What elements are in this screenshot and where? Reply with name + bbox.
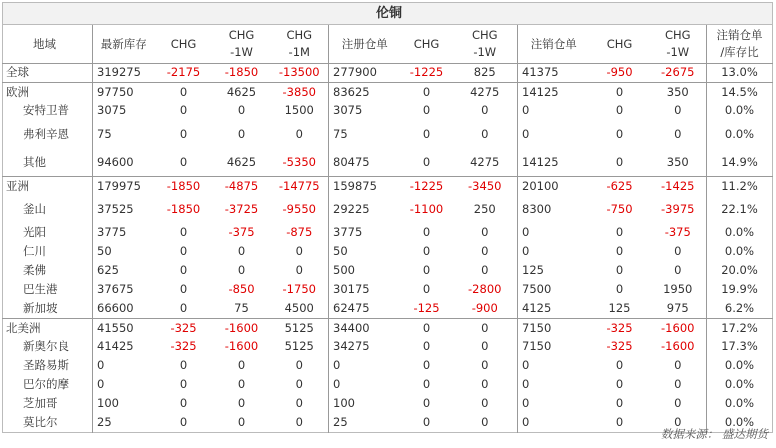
value-cell: 319275 xyxy=(93,64,155,83)
region-cell: 芝加哥 xyxy=(23,396,58,411)
value-cell: 0 xyxy=(615,415,624,429)
header-row xyxy=(3,25,773,64)
value-cell: 0 xyxy=(453,319,518,338)
value-cell: 0 xyxy=(615,225,624,240)
value-cell: 0 xyxy=(179,126,188,141)
value-cell: 0 xyxy=(674,377,682,392)
value-cell: -2800 xyxy=(468,282,502,297)
table-row xyxy=(3,102,773,121)
region-cell: 巴生港 xyxy=(23,282,58,297)
value-cell: 0 xyxy=(518,243,590,262)
value-cell: 5125 xyxy=(271,319,329,338)
value-cell: 0 xyxy=(615,126,624,141)
value-cell: 0 xyxy=(590,83,650,102)
value-cell: 0 xyxy=(674,396,682,411)
value-cell: 11.2% xyxy=(707,177,773,196)
value-cell: 0 xyxy=(237,377,246,392)
value-cell: 625 xyxy=(93,262,155,281)
value-cell: 0 xyxy=(295,377,303,392)
value-cell: 50 xyxy=(329,243,401,262)
value-cell: 0 xyxy=(615,377,624,392)
value-cell: 0 xyxy=(615,282,624,297)
value-cell: 97750 xyxy=(93,83,155,102)
region-cell: 全球 xyxy=(3,64,93,83)
value-cell: 0 xyxy=(93,376,155,395)
value-cell: -1850 xyxy=(213,64,271,83)
value-cell: 825 xyxy=(453,64,518,83)
data-source-note: 数据来源： 盛达期货 xyxy=(660,427,768,441)
value-cell: 50 xyxy=(93,243,155,262)
value-cell: 0 xyxy=(615,263,624,278)
value-cell: 75 xyxy=(329,121,401,149)
value-cell: 0 xyxy=(422,377,431,392)
value-cell: 25 xyxy=(329,414,401,433)
value-cell: 0 xyxy=(179,282,188,297)
value-cell: 0 xyxy=(481,103,489,118)
table-row xyxy=(3,395,773,414)
value-cell: 66600 xyxy=(93,300,155,319)
value-cell: 1500 xyxy=(284,103,314,118)
region-cell: 欧洲 xyxy=(3,83,93,102)
value-cell: 250 xyxy=(473,201,496,216)
region-cell: 亚洲 xyxy=(3,177,93,196)
region-cell: 仁川 xyxy=(23,244,46,259)
value-cell: 100 xyxy=(329,395,401,414)
value-cell: 3075 xyxy=(329,102,401,121)
value-cell: 0 xyxy=(422,358,431,373)
value-cell: 34275 xyxy=(329,338,401,357)
value-cell: 0 xyxy=(518,376,590,395)
value-cell: 37675 xyxy=(93,281,155,300)
value-cell: 0 xyxy=(295,396,303,411)
value-cell: 0 xyxy=(422,244,431,259)
value-cell: -325 xyxy=(590,319,650,338)
region-cell: 釜山 xyxy=(23,201,46,216)
value-cell: 975 xyxy=(666,301,689,315)
region-cell: 巴尔的摩 xyxy=(23,377,69,392)
value-cell: 0 xyxy=(615,244,624,259)
value-cell: -1600 xyxy=(224,339,259,354)
value-cell: 0 xyxy=(179,301,188,315)
value-cell: 0 xyxy=(615,103,624,118)
value-cell: 0 xyxy=(674,263,682,278)
value-cell: 0 xyxy=(179,244,188,259)
value-cell: -325 xyxy=(170,339,197,354)
value-cell: 0 xyxy=(422,339,431,354)
value-cell: -1225 xyxy=(401,64,453,83)
value-cell: -875 xyxy=(286,225,313,240)
value-cell: 0 xyxy=(481,358,489,373)
value-cell: -9550 xyxy=(282,201,316,216)
value-cell: 0 xyxy=(481,415,489,429)
value-cell: 0 xyxy=(329,357,401,376)
value-cell: 0 xyxy=(179,415,188,429)
value-cell: 75 xyxy=(234,301,249,315)
value-cell: 0.0% xyxy=(707,395,773,414)
value-cell: 22.1% xyxy=(707,196,773,224)
value-cell: 0 xyxy=(155,83,213,102)
value-cell: 94600 xyxy=(93,149,155,177)
value-cell: -3975 xyxy=(661,201,695,216)
value-cell: -1850 xyxy=(166,201,201,216)
value-cell: 0 xyxy=(179,377,188,392)
value-cell: 4500 xyxy=(284,301,314,315)
value-cell: -1850 xyxy=(155,177,213,196)
value-cell: 277900 xyxy=(329,64,401,83)
table-row xyxy=(3,177,773,196)
value-cell: 4275 xyxy=(470,154,500,169)
region-cell: 柔佛 xyxy=(23,263,46,278)
value-cell: -1425 xyxy=(650,177,707,196)
value-cell: 14.9% xyxy=(707,149,773,177)
value-cell: -2175 xyxy=(155,64,213,83)
value-cell: 0 xyxy=(615,154,624,169)
value-cell: 0 xyxy=(295,358,303,373)
column-header: CHG -1W xyxy=(650,25,707,64)
value-cell: 0 xyxy=(401,83,453,102)
value-cell: 0 xyxy=(422,263,431,278)
value-cell: 17.2% xyxy=(707,319,773,338)
value-cell: 34400 xyxy=(329,319,401,338)
region-cell: 其他 xyxy=(23,154,46,169)
value-cell: 0 xyxy=(237,126,246,141)
value-cell: 0 xyxy=(518,395,590,414)
value-cell: 0.0% xyxy=(707,102,773,121)
value-cell: 0 xyxy=(93,357,155,376)
value-cell: 0 xyxy=(481,377,489,392)
value-cell: -750 xyxy=(606,201,633,216)
value-cell: 20100 xyxy=(518,177,590,196)
value-cell: -3850 xyxy=(271,83,329,102)
column-header: CHG xyxy=(155,25,213,64)
value-cell: 75 xyxy=(93,121,155,149)
value-cell: -14775 xyxy=(271,177,329,196)
value-cell: 6.2% xyxy=(707,300,773,319)
value-cell: 3075 xyxy=(93,102,155,121)
value-cell: 8300 xyxy=(518,196,590,224)
table-row xyxy=(3,414,773,433)
table-row xyxy=(3,376,773,395)
value-cell: 1950 xyxy=(663,282,693,297)
value-cell: 0 xyxy=(518,102,590,121)
table-row xyxy=(3,224,773,243)
region-cell: 光阳 xyxy=(23,225,46,240)
value-cell: -5350 xyxy=(282,154,316,169)
value-cell: -1100 xyxy=(409,201,444,216)
value-cell: 0 xyxy=(295,415,303,429)
value-cell: -2675 xyxy=(650,64,707,83)
value-cell: 0 xyxy=(237,263,246,278)
value-cell: 80475 xyxy=(329,149,401,177)
region-cell: 圣路易斯 xyxy=(23,358,69,373)
table-row xyxy=(3,121,773,149)
value-cell: 0.0% xyxy=(707,243,773,262)
region-cell: 新奥尔良 xyxy=(23,339,69,354)
table-row xyxy=(3,243,773,262)
column-header: 注销仓单 xyxy=(518,25,590,64)
value-cell: 0.0% xyxy=(707,121,773,149)
value-cell: 4125 xyxy=(518,300,590,319)
table-row xyxy=(3,281,773,300)
value-cell: 5125 xyxy=(284,339,314,354)
value-cell: 0 xyxy=(422,282,431,297)
value-cell: 0 xyxy=(674,415,682,429)
value-cell: 0 xyxy=(179,154,188,169)
value-cell: 13.0% xyxy=(707,64,773,83)
value-cell: 0.0% xyxy=(707,357,773,376)
value-cell: -325 xyxy=(606,339,633,354)
value-cell: 20.0% xyxy=(707,262,773,281)
value-cell: -625 xyxy=(590,177,650,196)
table-row xyxy=(3,196,773,224)
value-cell: 0 xyxy=(518,121,590,149)
value-cell: 159875 xyxy=(329,177,401,196)
value-cell: -1600 xyxy=(213,319,271,338)
value-cell: 41550 xyxy=(93,319,155,338)
region-cell: 莫比尔 xyxy=(23,415,58,429)
value-cell: 100 xyxy=(93,395,155,414)
value-cell: 0 xyxy=(237,396,246,411)
value-cell: 0 xyxy=(237,244,246,259)
value-cell: 0 xyxy=(422,396,431,411)
value-cell: -3725 xyxy=(224,201,259,216)
value-cell: 0.0% xyxy=(707,376,773,395)
table-row xyxy=(3,357,773,376)
value-cell: -1600 xyxy=(650,319,707,338)
value-cell: -1600 xyxy=(661,339,695,354)
value-cell: 4625 xyxy=(226,154,257,169)
value-cell: 7150 xyxy=(518,319,590,338)
table-row xyxy=(3,319,773,338)
value-cell: -900 xyxy=(471,301,498,315)
value-cell: 3775 xyxy=(329,224,401,243)
column-header: CHG -1W xyxy=(213,25,271,64)
value-cell: 0 xyxy=(518,414,590,433)
value-cell: 0 xyxy=(179,358,188,373)
value-cell: 0.0% xyxy=(707,414,773,433)
column-header: 最新库存 xyxy=(93,25,155,64)
table-row xyxy=(3,300,773,319)
value-cell: 41375 xyxy=(518,64,590,83)
value-cell: 0 xyxy=(481,339,489,354)
value-cell: -375 xyxy=(228,225,255,240)
value-cell: 0 xyxy=(237,103,246,118)
value-cell: 0 xyxy=(295,244,303,259)
value-cell: 0 xyxy=(295,126,303,141)
value-cell: -850 xyxy=(228,282,255,297)
value-cell: 0 xyxy=(481,244,489,259)
value-cell: 0 xyxy=(481,126,489,141)
value-cell: 0 xyxy=(401,319,453,338)
copper-inventory-table xyxy=(2,2,773,433)
value-cell: -13500 xyxy=(271,64,329,83)
value-cell: 0 xyxy=(422,225,431,240)
value-cell: 0 xyxy=(422,103,431,118)
value-cell: 0 xyxy=(481,396,489,411)
value-cell: 0 xyxy=(674,126,682,141)
table-title: 伦铜 xyxy=(3,3,773,25)
region-cell: 新加坡 xyxy=(23,301,58,315)
value-cell: -4875 xyxy=(213,177,271,196)
column-header: CHG xyxy=(401,25,453,64)
column-header: CHG -1W xyxy=(453,25,518,64)
value-cell: 83625 xyxy=(329,83,401,102)
value-cell: 25 xyxy=(93,414,155,433)
value-cell: 4625 xyxy=(213,83,271,102)
value-cell: 500 xyxy=(329,262,401,281)
value-cell: 7150 xyxy=(518,338,590,357)
table-row xyxy=(3,262,773,281)
column-header: 地域 xyxy=(3,25,93,64)
value-cell: 0 xyxy=(179,263,188,278)
value-cell: -1225 xyxy=(401,177,453,196)
value-cell: 30175 xyxy=(329,281,401,300)
value-cell: 0 xyxy=(295,263,303,278)
value-cell: 0.0% xyxy=(707,224,773,243)
value-cell: 125 xyxy=(608,301,631,315)
value-cell: 7500 xyxy=(518,281,590,300)
region-cell: 安特卫普 xyxy=(23,103,69,118)
value-cell: 179975 xyxy=(93,177,155,196)
value-cell: 0 xyxy=(179,103,188,118)
column-header: 注册仓单 xyxy=(329,25,401,64)
value-cell: 0 xyxy=(674,103,682,118)
value-cell: -3450 xyxy=(453,177,518,196)
value-cell: 14125 xyxy=(518,83,590,102)
value-cell: -950 xyxy=(590,64,650,83)
value-cell: 0 xyxy=(179,396,188,411)
value-cell: 14.5% xyxy=(707,83,773,102)
value-cell: 0 xyxy=(481,263,489,278)
region-cell: 北美洲 xyxy=(3,319,93,338)
value-cell: 19.9% xyxy=(707,281,773,300)
table-row xyxy=(3,149,773,177)
column-header: 注销仓单 /库存比 xyxy=(707,25,773,64)
value-cell: 0 xyxy=(518,357,590,376)
value-cell: 0 xyxy=(481,225,489,240)
table-row xyxy=(3,338,773,357)
value-cell: -325 xyxy=(155,319,213,338)
value-cell: 350 xyxy=(666,154,689,169)
value-cell: 0 xyxy=(422,154,431,169)
table-row xyxy=(3,64,773,83)
value-cell: 37525 xyxy=(93,196,155,224)
column-header: CHG -1M xyxy=(271,25,329,64)
value-cell: 14125 xyxy=(518,149,590,177)
value-cell: 0 xyxy=(674,244,682,259)
value-cell: 4275 xyxy=(453,83,518,102)
value-cell: 0 xyxy=(615,358,624,373)
value-cell: -1750 xyxy=(282,282,316,297)
value-cell: -125 xyxy=(413,301,440,315)
value-cell: 0 xyxy=(674,358,682,373)
value-cell: 0 xyxy=(179,225,188,240)
value-cell: 0 xyxy=(615,396,624,411)
value-cell: 3775 xyxy=(93,224,155,243)
value-cell: 0 xyxy=(518,224,590,243)
value-cell: 350 xyxy=(650,83,707,102)
value-cell: 0 xyxy=(329,376,401,395)
value-cell: 0 xyxy=(422,415,431,429)
table-body xyxy=(3,64,773,433)
value-cell: -375 xyxy=(664,225,691,240)
value-cell: 41425 xyxy=(93,338,155,357)
value-cell: 29225 xyxy=(329,196,401,224)
value-cell: 0 xyxy=(237,415,246,429)
value-cell: 0 xyxy=(237,358,246,373)
value-cell: 17.3% xyxy=(707,338,773,357)
table-row xyxy=(3,83,773,102)
value-cell: 125 xyxy=(518,262,590,281)
value-cell: 62475 xyxy=(329,300,401,319)
column-header: CHG xyxy=(590,25,650,64)
region-cell: 弗利辛恩 xyxy=(23,126,69,141)
value-cell: 0 xyxy=(422,126,431,141)
